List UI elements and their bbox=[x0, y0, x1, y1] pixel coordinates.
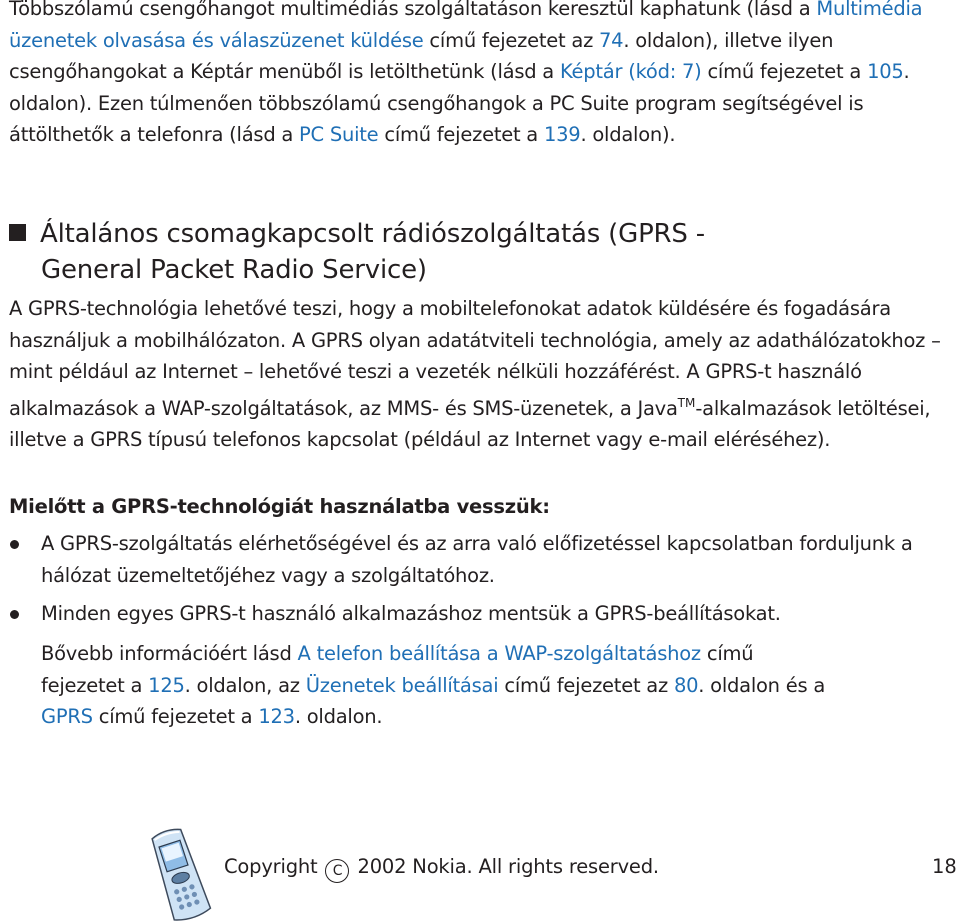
page-number: 18 bbox=[932, 855, 957, 878]
gprs-text: A GPRS-technológia lehetővé teszi, hogy a mobiltelefonokat adatok küldésére és fogadására használjuk a mobilhálózaton. A GPRS olyan adatátviteli technológia, amely az adathálózatokhoz – mint például az Internet – lehetővé teszi a vezeték nélküli hozzáférést. A GPRS-t használó alkalmazások a WAP-szolgáltatások, az MMS- és SMS-üzenetek, a Java bbox=[9, 297, 941, 420]
page-ref-74[interactable]: 74 bbox=[599, 28, 624, 52]
section-square-icon bbox=[9, 224, 26, 241]
copyright-notice bbox=[224, 853, 659, 883]
copyright-label: Copyright bbox=[224, 855, 318, 878]
link-message-settings[interactable]: Üzenetek beállításai bbox=[305, 673, 499, 697]
more-info-text: Bővebb információért lásd bbox=[41, 642, 298, 665]
bullet-icon bbox=[10, 610, 19, 619]
list-item bbox=[9, 528, 949, 591]
list-item-text: Minden egyes GPRS-t használó alkalmazáshoz mentsük a GPRS-beállításokat. bbox=[41, 602, 781, 625]
intro-text: című fejezetet az bbox=[423, 28, 600, 52]
nokia-phone-icon bbox=[145, 828, 215, 923]
copyright-symbol-icon: C bbox=[325, 859, 349, 883]
page-ref-139[interactable]: 139 bbox=[543, 123, 581, 146]
bullet-icon bbox=[10, 540, 19, 549]
more-info-paragraph bbox=[41, 638, 841, 733]
more-info-text: . oldalon, az bbox=[184, 673, 306, 697]
more-info-text: című fejezetet a bbox=[92, 705, 259, 728]
link-gallery[interactable]: Képtár (kód: 7) bbox=[559, 60, 702, 83]
intro-text: Többszólamú csengőhangot multimédiás szolgáltatáson keresztül kaphatunk (lásd a bbox=[9, 0, 817, 20]
more-info-text: című fejezetet az bbox=[498, 673, 674, 697]
intro-text: című fejezetet a bbox=[378, 123, 544, 146]
more-info-text: . oldalon. bbox=[294, 705, 383, 728]
link-wap-settings[interactable]: A telefon beállítása a WAP-szolgáltatáshoz bbox=[297, 642, 701, 665]
intro-paragraph bbox=[9, 0, 949, 151]
page-ref-125[interactable]: 125 bbox=[148, 673, 185, 697]
more-info-text: . oldalon és a bbox=[698, 673, 826, 697]
gprs-text: -alkalmazások letöltései, illetve a GPRS típusú telefonos kapcsolat (például az Internet vagy e-mail eléréséhez). bbox=[9, 396, 931, 451]
link-pc-suite[interactable]: PC Suite bbox=[299, 123, 379, 146]
link-multimedia-messages[interactable]: Multimédia üzenetek olvasása és válaszüzenet küldése bbox=[9, 0, 923, 52]
section-title-line2: General Packet Radio Service) bbox=[41, 255, 427, 285]
list-item-text: A GPRS-szolgáltatás elérhetőségével és az arra való előfizetéssel kapcsolatban forduljunk a hálózat üzemeltetőjéhez vagy a szolgáltatóhoz. bbox=[41, 532, 913, 587]
page-ref-105[interactable]: 105 bbox=[867, 60, 904, 83]
prerequisites-heading: Mielőtt a GPRS-technológiát használatba vesszük: bbox=[9, 495, 550, 518]
section-title bbox=[9, 216, 949, 288]
intro-text: című fejezetet a bbox=[701, 60, 868, 83]
intro-text: . oldalon). bbox=[580, 123, 676, 146]
intro-text: . oldalon). Ezen túlmenően többszólamú csengőhangok a PC Suite program segítségével is áttölthetők a telefonra (lásd a bbox=[9, 60, 910, 146]
link-gprs[interactable]: GPRS bbox=[41, 705, 93, 728]
prerequisites-list bbox=[9, 528, 949, 630]
copyright-text: 2002 Nokia. All rights reserved. bbox=[357, 855, 659, 878]
page-ref-123[interactable]: 123 bbox=[258, 705, 295, 728]
gprs-description bbox=[9, 293, 949, 456]
page-ref-80[interactable]: 80 bbox=[673, 673, 699, 697]
list-item bbox=[9, 598, 949, 630]
intro-text: . oldalon), illetve ilyen csengőhangokat a Képtár menüből is letölthetünk (lásd a bbox=[9, 28, 834, 83]
section-title-line1: Általános csomagkapcsolt rádiószolgáltatás (GPRS - bbox=[40, 219, 705, 249]
trademark-mark: TM bbox=[677, 395, 696, 410]
more-info-text: című fejezetet a bbox=[41, 642, 754, 697]
